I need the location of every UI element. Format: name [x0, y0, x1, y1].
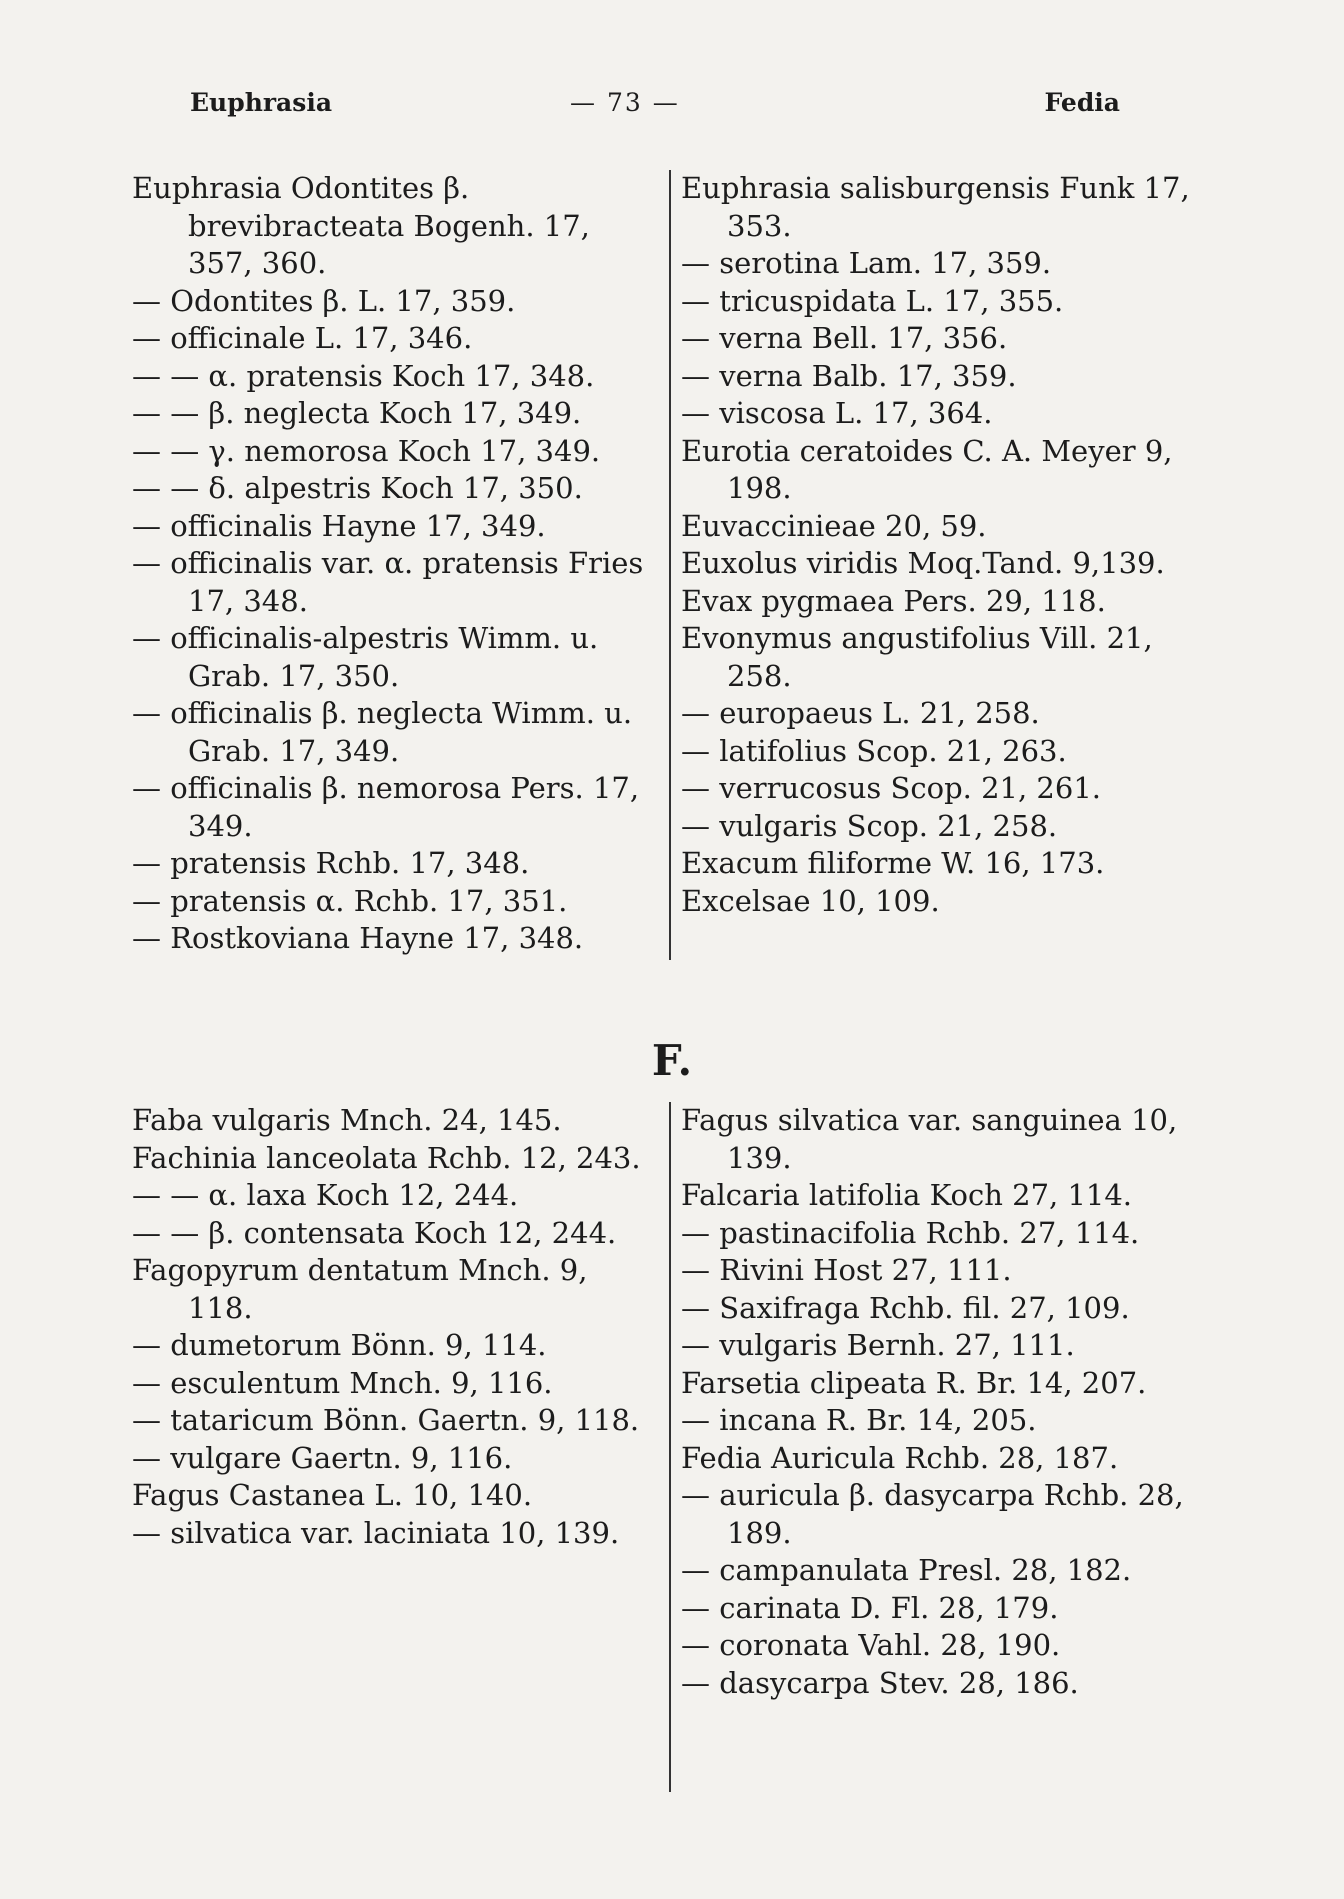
index-entry: — officinalis var. α. pratensis Fries 17, 348.	[132, 546, 644, 618]
running-header	[190, 88, 1130, 128]
index-entry: — silvatica var. laciniata 10, 139.	[132, 1515, 620, 1550]
index-entry: — — γ. nemorosa Koch 17, 349.	[132, 433, 601, 468]
index-entry: Exacum filiforme W. 16, 173.	[681, 846, 1105, 880]
index-entry: — europaeus L. 21, 258.	[681, 696, 1040, 730]
index-entry: — officinale L. 17, 346.	[132, 321, 473, 355]
index-entry: — dasycarpa Stev. 28, 186.	[681, 1665, 1079, 1700]
index-entry: — campanulata Presl. 28, 182.	[681, 1553, 1132, 1587]
index-entry: Eurotia ceratoides C. A. Meyer 9, 198.	[681, 433, 1173, 505]
index-entry: — verna Bell. 17, 356.	[681, 321, 1008, 355]
right-column	[669, 1102, 1192, 1792]
index-entry: Farsetia clipeata R. Br. 14, 207.	[681, 1365, 1147, 1400]
section-heading-letter: F.	[651, 1036, 693, 1085]
index-entry: — serotina Lam. 17, 359.	[681, 246, 1052, 280]
index-entry: — officinalis β. nemorosa Pers. 17, 349.	[132, 771, 640, 843]
index-entry: Evax pygmaea Pers. 29, 118.	[681, 583, 1106, 618]
index-entry: — pastinacifolia Rchb. 27, 114.	[681, 1215, 1140, 1250]
index-entry: — vulgaris Scop. 21, 258.	[681, 808, 1058, 843]
index-entry: — vulgare Gaertn. 9, 116.	[132, 1440, 513, 1475]
index-entry: — coronata Vahl. 28, 190.	[681, 1628, 1061, 1662]
index-entry: — — α. laxa Koch 12, 244.	[132, 1178, 519, 1212]
right-column	[669, 170, 1192, 960]
index-entry: — dumetorum Bönn. 9, 114.	[132, 1328, 547, 1362]
left-column	[132, 170, 652, 960]
page-number: — 73 —	[570, 88, 680, 117]
index-entry: Euphrasia Odontites β. brevibracteata Bogenh. 17, 357, 360.	[132, 171, 590, 280]
index-entry: Falcaria latifolia Koch 27, 114.	[681, 1178, 1133, 1212]
index-entry: — incana R. Br. 14, 205.	[681, 1403, 1037, 1437]
index-entry: — carinata D. Fl. 28, 179.	[681, 1590, 1059, 1625]
index-entry: Euxolus viridis Moq.Tand. 9,139.	[681, 546, 1165, 580]
index-entry: — — β. neglecta Koch 17, 349.	[132, 396, 582, 430]
index-entry: — vulgaris Bernh. 27, 111.	[681, 1328, 1075, 1362]
index-entry: Euvaccinieae 20, 59.	[681, 508, 987, 543]
index-entry: — officinalis-alpestris Wimm. u. Grab. 17, 350.	[132, 621, 599, 693]
index-entry: — Saxifraga Rchb. fil. 27, 109.	[681, 1290, 1130, 1325]
index-entry: — — β. contensata Koch 12, 244.	[132, 1215, 617, 1250]
header-right-keyword: Fedia	[1044, 88, 1120, 117]
index-entry: — latifolius Scop. 21, 263.	[681, 733, 1067, 768]
index-entry: — Rivini Host 27, 111.	[681, 1253, 1012, 1287]
index-section-e	[132, 170, 1192, 960]
index-entry: — verrucosus Scop. 21, 261.	[681, 771, 1102, 805]
index-entry: — pratensis Rchb. 17, 348.	[132, 846, 530, 880]
index-entry: Euphrasia salisburgensis Funk 17, 353.	[681, 171, 1190, 243]
left-column	[132, 1102, 652, 1792]
index-entry: — tataricum Bönn. Gaertn. 9, 118.	[132, 1403, 640, 1437]
index-entry: — auricula β. dasycarpa Rchb. 28, 189.	[681, 1478, 1184, 1550]
index-entry: Fagopyrum dentatum Mnch. 9, 118.	[132, 1253, 588, 1325]
index-entry: Fachinia lanceolata Rchb. 12, 243.	[132, 1140, 641, 1175]
header-left-keyword: Euphrasia	[190, 88, 333, 117]
index-entry: — Rostkoviana Hayne 17, 348.	[132, 921, 584, 955]
index-entry: — verna Balb. 17, 359.	[681, 358, 1017, 393]
index-section-f	[132, 1102, 1192, 1792]
index-entry: Fagus Castanea L. 10, 140.	[132, 1478, 533, 1512]
index-entry: — pratensis α. Rchb. 17, 351.	[132, 883, 568, 918]
index-entry: — Odontites β. L. 17, 359.	[132, 283, 516, 318]
index-entry: — officinalis Hayne 17, 349.	[132, 508, 546, 543]
index-entry: Evonymus angustifolius Vill. 21, 258.	[681, 621, 1153, 693]
index-entry: Excelsae 10, 109.	[681, 883, 940, 918]
index-entry: — officinalis β. neglecta Wimm. u. Grab. 17, 349.	[132, 696, 633, 768]
index-entry: — — δ. alpestris Koch 17, 350.	[132, 471, 583, 505]
index-entry: Fagus silvatica var. sanguinea 10, 139.	[681, 1103, 1178, 1175]
index-entry: — — α. pratensis Koch 17, 348.	[132, 358, 595, 393]
index-entry: Fedia Auricula Rchb. 28, 187.	[681, 1440, 1119, 1475]
index-entry: — esculentum Mnch. 9, 116.	[132, 1365, 553, 1400]
index-entry: — tricuspidata L. 17, 355.	[681, 283, 1064, 318]
index-entry: — viscosa L. 17, 364.	[681, 396, 993, 430]
index-entry: Faba vulgaris Mnch. 24, 145.	[132, 1103, 562, 1137]
